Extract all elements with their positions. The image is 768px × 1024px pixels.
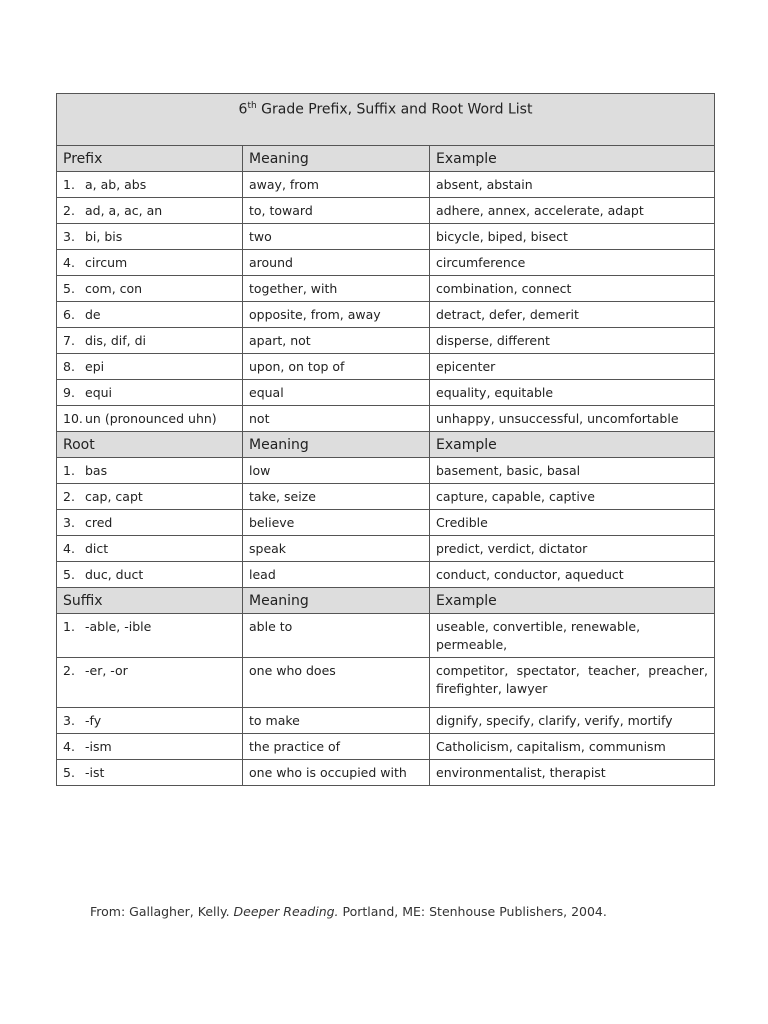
table-row bbox=[57, 198, 715, 224]
title-superscript: th bbox=[247, 101, 257, 111]
table-row bbox=[57, 484, 715, 510]
term-text: -er, -or bbox=[85, 663, 128, 678]
citation-tail: Portland, ME: Stenhouse Publishers, 2004. bbox=[338, 904, 607, 919]
citation-lead: From: Gallagher, Kelly. bbox=[90, 904, 234, 919]
meaning-cell: apart, not bbox=[243, 328, 430, 354]
term-text: ad, a, ac, an bbox=[85, 203, 163, 218]
term-cell bbox=[57, 406, 243, 432]
meaning-cell: around bbox=[243, 250, 430, 276]
row-number: 3. bbox=[63, 713, 75, 728]
term-text: epi bbox=[85, 359, 105, 374]
meaning-cell: one who does bbox=[243, 658, 430, 708]
citation bbox=[90, 904, 607, 919]
example-cell: adhere, annex, accelerate, adapt bbox=[430, 198, 715, 224]
table-row bbox=[57, 276, 715, 302]
term-cell bbox=[57, 198, 243, 224]
meaning-cell: take, seize bbox=[243, 484, 430, 510]
term-text: -able, -ible bbox=[85, 619, 152, 634]
column-header: Meaning bbox=[243, 588, 430, 614]
term-cell bbox=[57, 224, 243, 250]
column-header: Meaning bbox=[243, 146, 430, 172]
term-cell bbox=[57, 614, 243, 658]
example-cell: equality, equitable bbox=[430, 380, 715, 406]
section-header-row bbox=[57, 588, 715, 614]
row-number: 5. bbox=[63, 765, 75, 780]
row-number: 4. bbox=[63, 255, 75, 270]
example-cell: environmentalist, therapist bbox=[430, 760, 715, 786]
term-text: -fy bbox=[85, 713, 102, 728]
example-cell: dignify, specify, clarify, verify, mortify bbox=[430, 708, 715, 734]
row-number: 4. bbox=[63, 541, 75, 556]
table-row bbox=[57, 406, 715, 432]
term-cell bbox=[57, 760, 243, 786]
example-cell: epicenter bbox=[430, 354, 715, 380]
term-cell bbox=[57, 510, 243, 536]
row-number: 3. bbox=[63, 515, 75, 530]
section-header-row bbox=[57, 432, 715, 458]
meaning-cell: equal bbox=[243, 380, 430, 406]
example-cell: unhappy, unsuccessful, uncomfortable bbox=[430, 406, 715, 432]
table-row bbox=[57, 328, 715, 354]
example-cell: absent, abstain bbox=[430, 172, 715, 198]
term-text: cred bbox=[85, 515, 113, 530]
table-row bbox=[57, 536, 715, 562]
table-row bbox=[57, 458, 715, 484]
column-header: Suffix bbox=[57, 588, 243, 614]
row-number: 2. bbox=[63, 663, 75, 678]
row-number: 3. bbox=[63, 229, 75, 244]
example-cell: competitor, spectator, teacher, preacher, firefighter, lawyer bbox=[430, 658, 715, 708]
column-header: Example bbox=[430, 146, 715, 172]
row-number: 2. bbox=[63, 203, 75, 218]
section-header-row bbox=[57, 146, 715, 172]
table-row bbox=[57, 172, 715, 198]
example-cell: basement, basic, basal bbox=[430, 458, 715, 484]
example-cell: bicycle, biped, bisect bbox=[430, 224, 715, 250]
row-number: 4. bbox=[63, 739, 75, 754]
term-text: dict bbox=[85, 541, 109, 556]
table-row bbox=[57, 614, 715, 658]
term-cell bbox=[57, 484, 243, 510]
meaning-cell: the practice of bbox=[243, 734, 430, 760]
column-header: Example bbox=[430, 432, 715, 458]
table-row bbox=[57, 354, 715, 380]
example-cell: useable, convertible, renewable, permeable, bbox=[430, 614, 715, 658]
term-text: circum bbox=[85, 255, 128, 270]
table-row bbox=[57, 760, 715, 786]
example-cell: conduct, conductor, aqueduct bbox=[430, 562, 715, 588]
meaning-cell: together, with bbox=[243, 276, 430, 302]
column-header: Root bbox=[57, 432, 243, 458]
word-list-table bbox=[56, 93, 715, 786]
row-number: 10. bbox=[63, 411, 83, 426]
row-number: 1. bbox=[63, 619, 75, 634]
example-cell: detract, defer, demerit bbox=[430, 302, 715, 328]
meaning-cell: away, from bbox=[243, 172, 430, 198]
table-row bbox=[57, 224, 715, 250]
row-number: 1. bbox=[63, 463, 75, 478]
example-cell: capture, capable, captive bbox=[430, 484, 715, 510]
example-cell: circumference bbox=[430, 250, 715, 276]
meaning-cell: two bbox=[243, 224, 430, 250]
row-number: 8. bbox=[63, 359, 75, 374]
term-text: de bbox=[85, 307, 101, 322]
term-cell bbox=[57, 328, 243, 354]
meaning-cell: speak bbox=[243, 536, 430, 562]
table-title bbox=[57, 94, 715, 146]
term-cell bbox=[57, 536, 243, 562]
column-header: Prefix bbox=[57, 146, 243, 172]
meaning-cell: to make bbox=[243, 708, 430, 734]
term-text: -ism bbox=[85, 739, 112, 754]
example-cell: disperse, different bbox=[430, 328, 715, 354]
row-number: 7. bbox=[63, 333, 75, 348]
row-number: 1. bbox=[63, 177, 75, 192]
term-text: cap, capt bbox=[85, 489, 143, 504]
meaning-cell: able to bbox=[243, 614, 430, 658]
term-cell bbox=[57, 562, 243, 588]
row-number: 6. bbox=[63, 307, 75, 322]
row-number: 5. bbox=[63, 281, 75, 296]
word-list-document bbox=[56, 93, 714, 786]
term-text: dis, dif, di bbox=[85, 333, 147, 348]
table-row bbox=[57, 708, 715, 734]
column-header: Meaning bbox=[243, 432, 430, 458]
example-cell: combination, connect bbox=[430, 276, 715, 302]
term-cell bbox=[57, 708, 243, 734]
table-row bbox=[57, 302, 715, 328]
row-number: 9. bbox=[63, 385, 75, 400]
table-row bbox=[57, 734, 715, 760]
meaning-cell: believe bbox=[243, 510, 430, 536]
meaning-cell: upon, on top of bbox=[243, 354, 430, 380]
table-row bbox=[57, 250, 715, 276]
citation-book-title: Deeper Reading. bbox=[233, 904, 339, 919]
example-cell: predict, verdict, dictator bbox=[430, 536, 715, 562]
term-text: equi bbox=[85, 385, 113, 400]
meaning-cell: one who is occupied with bbox=[243, 760, 430, 786]
meaning-cell: low bbox=[243, 458, 430, 484]
row-number: 2. bbox=[63, 489, 75, 504]
term-cell bbox=[57, 354, 243, 380]
example-cell: Catholicism, capitalism, communism bbox=[430, 734, 715, 760]
meaning-cell: to, toward bbox=[243, 198, 430, 224]
meaning-cell: opposite, from, away bbox=[243, 302, 430, 328]
term-text: -ist bbox=[85, 765, 105, 780]
title-text: Grade Prefix, Suffix and Root Word List bbox=[256, 101, 533, 118]
term-text: bas bbox=[85, 463, 108, 478]
term-cell bbox=[57, 734, 243, 760]
term-cell bbox=[57, 458, 243, 484]
title-row bbox=[57, 94, 715, 146]
meaning-cell: not bbox=[243, 406, 430, 432]
meaning-cell: lead bbox=[243, 562, 430, 588]
term-cell bbox=[57, 276, 243, 302]
term-cell bbox=[57, 380, 243, 406]
term-text: un (pronounced uhn) bbox=[85, 411, 217, 426]
term-text: a, ab, abs bbox=[85, 177, 147, 192]
term-cell bbox=[57, 302, 243, 328]
column-header: Example bbox=[430, 588, 715, 614]
table-row bbox=[57, 562, 715, 588]
term-text: duc, duct bbox=[85, 567, 144, 582]
table-row bbox=[57, 510, 715, 536]
term-text: com, con bbox=[85, 281, 143, 296]
table-row bbox=[57, 380, 715, 406]
term-cell bbox=[57, 658, 243, 708]
row-number: 5. bbox=[63, 567, 75, 582]
title-number: 6 bbox=[238, 101, 248, 118]
table-row bbox=[57, 658, 715, 708]
example-cell: Credible bbox=[430, 510, 715, 536]
term-text: bi, bis bbox=[85, 229, 123, 244]
term-cell bbox=[57, 250, 243, 276]
term-cell bbox=[57, 172, 243, 198]
